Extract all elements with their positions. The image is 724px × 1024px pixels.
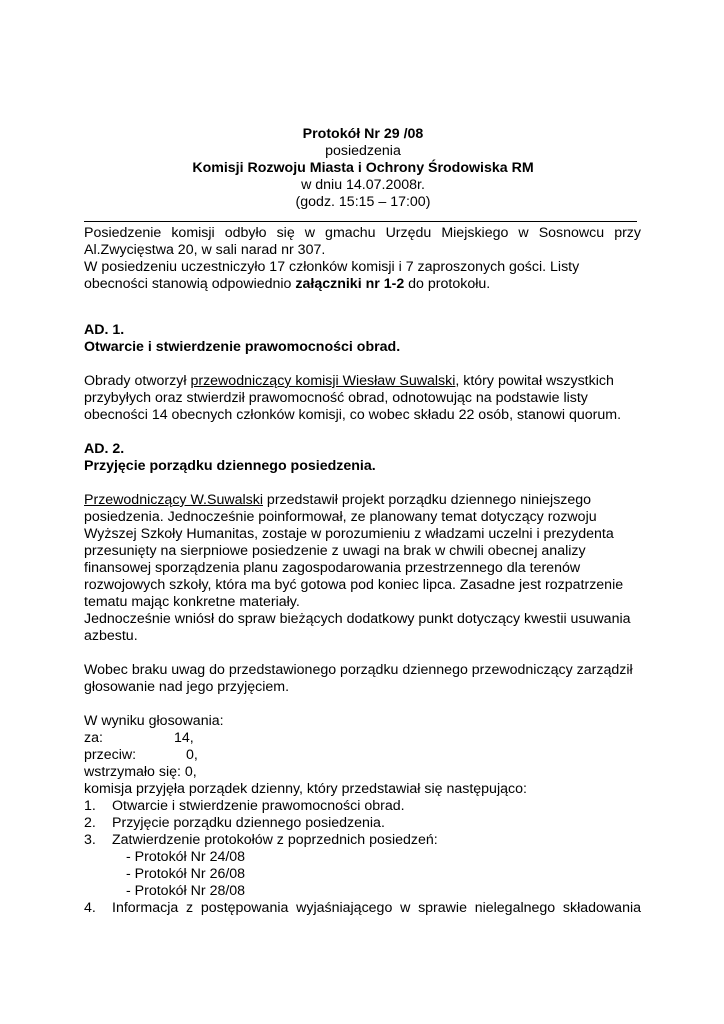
ad1-title: Otwarcie i stwierdzenie prawomocności obrad.	[84, 339, 401, 355]
ad2-p1-line-1-post: przedstawił projekt porządku dziennego niniejszego	[262, 492, 592, 508]
intro-line-2: Al.Zwycięstwa 20, w sali narad nr 307.	[84, 242, 326, 258]
intro-line-1: Posiedzenie komisji odbyło się w gmachu Urzędu Miejskiego w Sosnowcu przy	[84, 225, 641, 241]
ad2-p2-line-2: głosowanie nad jego przyjęciem.	[84, 679, 290, 695]
ad1-line-1-post: , który powitał wszystkich	[455, 373, 614, 389]
ad1-heading: AD. 1.	[84, 322, 125, 338]
ad2-title: Przyjęcie porządku dziennego posiedzenia.	[84, 458, 376, 474]
agenda-item-number: 4.	[84, 900, 96, 916]
header-divider	[84, 221, 637, 222]
committee-name: Komisji Rozwoju Miasta i Ochrony Środowiska RM	[192, 160, 534, 176]
agenda-intro: komisja przyjęła porządek dzienny, który przedstawiał się następująco:	[84, 781, 527, 797]
ad1-line-1-pre: Obrady otworzył	[84, 373, 191, 389]
attachments-reference: załączniki nr 1-2	[295, 276, 405, 292]
ad2-p1-line-1	[84, 492, 591, 509]
ad2-p1-line-4: przesunięty na sierpniowe posiedzenie z uwagi na brak w chwili obecnej analizy	[84, 543, 586, 559]
intro-line-4-post: do protokołu.	[404, 276, 491, 292]
protocol-title: Protokół Nr 29 /08	[302, 126, 424, 142]
agenda-item-text: Zatwierdzenie protokołów z poprzednich posiedzeń:	[112, 832, 438, 848]
agenda-sub-item: - Protokół Nr 26/08	[126, 866, 246, 882]
ad2-p1-line-7: tematu mając konkretne materiały.	[84, 594, 300, 610]
ad2-p1-line-6: rozwojowych szkoły, która ma być gotowa pod koniec lipca. Zasadne jest rozpatrzenie	[84, 577, 624, 593]
vote-for-label: za:	[84, 730, 103, 746]
meeting-hours: (godz. 15:15 – 17:00)	[295, 194, 431, 210]
agenda-item-text: Otwarcie i stwierdzenie prawomocności obrad.	[112, 798, 405, 814]
ad2-p1-line-8: Jednocześnie wniósł do spraw bieżących dodatkowy punkt dotyczący kwestii usuwania	[84, 611, 631, 627]
agenda-item-number: 2.	[84, 815, 96, 831]
chairman-name: przewodniczący komisji Wiesław Suwalski	[190, 373, 456, 389]
agenda-item-text: Informacja z postępowania wyjaśniającego w sprawie nielegalnego składowania	[112, 900, 641, 916]
intro-line-3: W posiedzeniu uczestniczyło 17 członków komisji i 7 zaproszonych gości. Listy	[84, 259, 580, 275]
intro-line-4	[84, 276, 490, 293]
ad2-heading: AD. 2.	[84, 441, 125, 457]
vote-for-value: 14,	[174, 730, 194, 746]
agenda-item-number: 3.	[84, 832, 96, 848]
intro-line-4-pre: obecności stanowią odpowiednio	[84, 276, 296, 292]
ad2-p1-line-9: azbestu.	[84, 628, 138, 644]
meeting-date: w dniu 14.07.2008r.	[301, 177, 425, 193]
vote-against-value: 0,	[186, 747, 198, 763]
ad2-p1-line-2: posiedzenia. Jednocześnie poinformował, ze planowany temat dotyczący rozwoju	[84, 509, 597, 525]
ad2-p1-line-3: Wyższej Szkoły Humanitas, zostaje w porozumieniu z władzami uczelni i prezydenta	[84, 526, 614, 542]
ad2-p2-line-1: Wobec braku uwag do przedstawionego porządku dziennego przewodniczący zarządził	[84, 662, 633, 678]
agenda-item-text: Przyjęcie porządku dziennego posiedzenia.	[112, 815, 385, 831]
ad1-line-2: przybyłych oraz stwierdził prawomocność obrad, odnotowując na podstawie listy	[84, 390, 588, 406]
ad1-line-1	[84, 373, 614, 390]
vote-intro: W wyniku głosowania:	[84, 713, 224, 729]
ad2-p1-line-5: finansowej sporządzenia planu zagospodarowania przestrzennego dla terenów	[84, 560, 581, 576]
vote-abstain: wstrzymało się: 0,	[84, 764, 197, 780]
protocol-subtitle: posiedzenia	[325, 143, 401, 159]
agenda-sub-item: - Protokół Nr 28/08	[126, 883, 246, 899]
ad1-line-3: obecności 14 obecnych członków komisji, co wobec składu 22 osób, stanowi quorum.	[84, 407, 622, 423]
agenda-item-number: 1.	[84, 798, 96, 814]
chairman-reference: Przewodniczący W.Suwalski	[84, 492, 263, 508]
agenda-sub-item: - Protokół Nr 24/08	[126, 849, 246, 865]
vote-against-label: przeciw:	[84, 747, 137, 763]
